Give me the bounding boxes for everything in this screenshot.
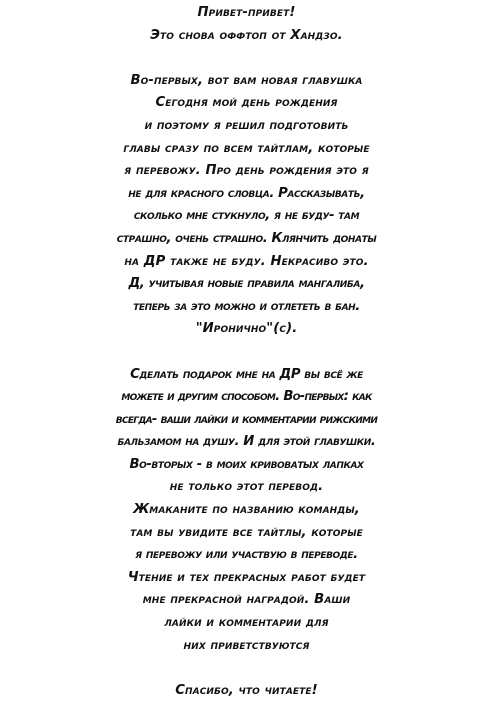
paragraph1-line: я перевожу. Про день рождения это я	[124, 163, 369, 179]
paragraph2-line: не только этот перевод.	[169, 479, 324, 495]
paragraph1-line: "Иронично"(с).	[195, 321, 298, 337]
paragraph1-line: на ДР также не буду. Некрасиво это.	[124, 253, 369, 269]
paragraph2-line: Сделать подарок мне на ДР вы всё же	[130, 366, 363, 382]
paragraph1-line: не для красного словца. Рассказывать,	[128, 185, 365, 201]
paragraph2-line: Жмаканите по названию команды,	[133, 502, 360, 518]
spacer	[0, 341, 493, 364]
paragraph2-line: я перевожу или участвую в переводе.	[135, 547, 358, 563]
paragraph1-line: и поэтому я решил подготовить	[144, 117, 349, 133]
paragraph2-line: Во-вторых - в моих кривоватых лапках	[129, 456, 364, 472]
closing-line: Спасибо, что читаете!	[175, 682, 318, 698]
paragraph2-line: всегда- ваши лайки и комментарии рижскими	[115, 411, 378, 427]
greeting-line-1: Привет-привет!	[197, 5, 296, 20]
handwritten-note	[0, 2, 493, 702]
paragraph1-line: теперь за это можно и отлететь в бан.	[133, 298, 360, 314]
paragraph2-line: бальзамом на душу. И для этой главушки.	[117, 434, 376, 450]
paragraph2-line: лайки и комментарии для	[164, 615, 329, 631]
spacer	[0, 657, 493, 680]
paragraph2-line: мне прекрасной наградой. Ваши	[142, 592, 351, 608]
paragraph1-line: Сегодня мой день рождения	[155, 95, 338, 111]
paragraph1-line: Во-первых, вот вам новая главушка	[130, 72, 363, 88]
paragraph2-line: можете и другим способом. Во-первых: как	[121, 389, 372, 405]
greeting-line-2: Это снова оффтоп от Хандзо.	[150, 27, 343, 43]
paragraph1-line: сколько мне стукнуло, я не буду- там	[133, 208, 360, 224]
paragraph1-line: страшно, очень страшно. Клянчить донаты	[116, 230, 377, 246]
paragraph2-line: там вы увидите все тайтлы, которые	[130, 524, 363, 540]
spacer	[0, 47, 493, 70]
paragraph1-line: главы сразу по всем тайтлам, которые	[123, 140, 370, 156]
paragraph1-line: Д, учитывая новые правила мангалиба,	[128, 276, 365, 292]
paragraph2-line: Чтение и тех прекрасных работ будет	[127, 569, 366, 585]
paragraph2-line: них приветствуются	[183, 637, 310, 653]
